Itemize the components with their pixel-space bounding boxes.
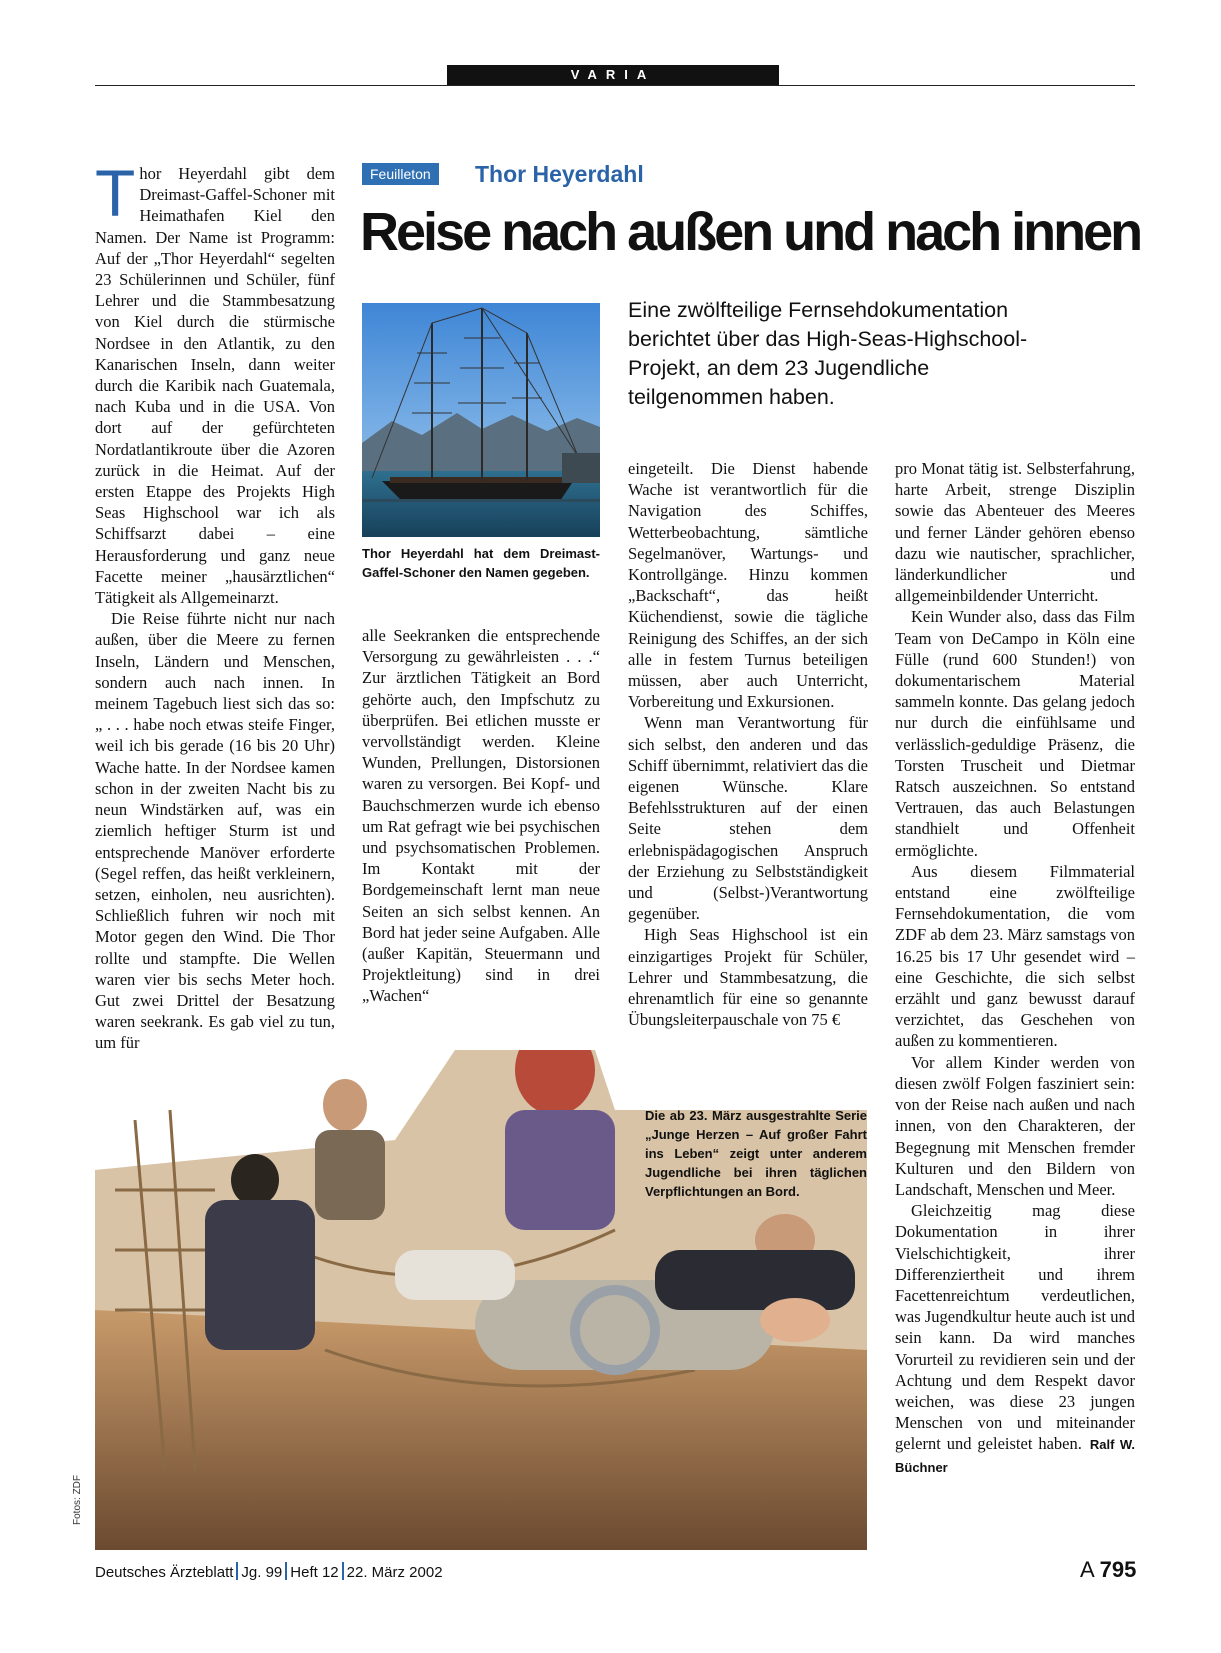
column-3 bbox=[628, 458, 868, 1030]
kicker: Thor Heyerdahl bbox=[475, 161, 644, 187]
ship-photo-caption: Thor Heyerdahl hat dem Dreimast-Gaffel-Schoner den Namen gegeben. bbox=[362, 546, 600, 580]
column-4 bbox=[895, 458, 1135, 1478]
column-2 bbox=[362, 625, 600, 1007]
column-1 bbox=[95, 156, 335, 1054]
drop-cap: T bbox=[95, 156, 136, 230]
paragraph: alle Seekranken die entsprechende Versorgung zu gewährleisten . . .“ Zur ärztlichen Tätigkeit an Bord gehörte auch, den Impfschutz zu überprüfen. Bei etlichen musste er vervollständigt werden. Kleine Wunden, Prellungen, Distorsionen waren zu versorgen. Bei Kopf- und Bauchschmerzen wurde ich ebenso um Rat gefragt wie bei psychischen und psychsomatischen Problemen. Im Kontakt mit der Bordgemeinschaft lernt man neue Seiten an sich selbst kennen. An Bord hat jeder seine Aufgaben. Alle (außer Kapitän, Steuermann und Projektleitung) sind in drei „Wachen“ bbox=[362, 626, 600, 1006]
paragraph: Aus diesem Filmmaterial entstand eine zwölfteilige Fernsehdokumentation, die vom ZDF ab dem 23. März samstags von 16.25 bis 17 Uhr gesendet wird – eine Geschichte, die sich selbst erzählt und ganz bewusst darauf verzichtet, das Geschehen von außen zu kommentieren. bbox=[895, 861, 1135, 1051]
author: Ralf W. Büchner bbox=[895, 1437, 1135, 1475]
volume: Jg. 99 bbox=[241, 1564, 283, 1581]
page-number bbox=[1080, 1557, 1136, 1583]
paragraph-text: hor Heyerdahl gibt dem Dreimast-Gaffel-Schoner mit Heimathafen Kiel den Namen. Der Name ist Programm: Auf der „Thor Heyerdahl“ segelten 23 Schülerinnen und Schüler, fünf Lehrer und die Stammbesatzung von Kiel durch die stürmische Nordsee in den Atlantik, zu den Kanarischen Inseln, dann weiter durch die Karibik nach Guatemala, nach Kuba und in die USA. Von dort auf der gefürchteten Nordatlantikroute über die Azoren zurück in die Heimat. Auf der ersten Etappe des Projekts High Seas Highschool war ich als Schiffsarzt dabei – eine Herausforderung und ganz neue Facette meiner „hausärztlichen“ Tätigkeit als Allgemeinarzt. bbox=[95, 164, 335, 608]
headline: Reise nach außen und nach innen bbox=[360, 202, 1141, 262]
rubric-badge: Feuilleton bbox=[362, 163, 439, 185]
deck: Eine zwölfteilige Fernsehdokumentation berichtet über das High-Seas-Highschool-Projekt, an dem 23 Jugendliche teilgenommen haben. bbox=[628, 298, 1028, 409]
paragraph: Vor allem Kinder werden von diesen zwölf Folgen fasziniert sein: von der Reise nach außen und nach innen, von den Charakteren, der Begegnung mit Menschen fremder Kulturen und den Bildern von Landschaft, Menschen und Meer. bbox=[895, 1052, 1135, 1199]
journal-name: Deutsches Ärzteblatt bbox=[95, 1564, 234, 1581]
paragraph: High Seas Highschool ist ein einzigartiges Projekt für Schüler, Lehrer und Stammbesatzung, die ehrenamtlich für eine so genannte Übungsleiterpauschale von 75 € bbox=[628, 925, 868, 1030]
header-rule bbox=[95, 85, 1135, 86]
paragraph: Kein Wunder also, dass das Film Team von DeCampo in Köln eine Fülle (rund 600 Stunden!) von dokumentarischem Material sammeln konnte. Das gelang jedoch nur durch die einfühlsame und verlässlich-geduldige Präsenz, die Torsten Truscheit und Dietmar Ratsch auszeichnen. So entstand Vertrauen, das auch Belastungen standhielt und Offenheit ermöglichte. bbox=[895, 607, 1135, 860]
page-prefix: A bbox=[1080, 1557, 1094, 1582]
section-label: VARIA bbox=[447, 65, 779, 85]
paragraph bbox=[895, 1200, 1135, 1478]
page-number-value: 795 bbox=[1099, 1557, 1137, 1582]
crew-photo-caption: Die ab 23. März ausgestrahlte Serie „Junge Herzen – Auf großer Fahrt ins Leben“ zeigt unter anderem Jugendliche bei ihren täglichen Verpflichtungen an Bord. bbox=[645, 1108, 867, 1199]
separator bbox=[236, 1562, 238, 1580]
footer bbox=[95, 1562, 443, 1583]
paragraph: Wenn man Verantwortung für sich selbst, den anderen und das Schiff übernimmt, relativiert das die eigenen Wünsche. Klare Befehlsstrukturen auf der einen Seite stehen dem erlebnispädagogischen Anspruch der Erziehung zu Selbstständigkeit und (Selbst-)Verantwortung gegenüber. bbox=[628, 713, 868, 924]
paragraph: eingeteilt. Die Dienst habende Wache ist verantwortlich für die Navigation des Schiffes, Wetterbeobachtung, sämtliche Segelmanöver, Wartungs- und Kontrollgänge. Hinzu kommen „Backschaft“, das heißt Küchendienst, sowie die tägliche Reinigung des Schiffes, an der sich alle in festem Turnus beteiligen müssen, aber auch Unterricht, Vorbereitung und Exkursionen. bbox=[628, 459, 868, 712]
separator bbox=[285, 1562, 287, 1580]
ship-photo bbox=[362, 303, 600, 537]
paragraph: Die Reise führte nicht nur nach außen, über die Meere zu fernen Inseln, Ländern und Menschen, sondern auch nach innen. In meinem Tagebuch liest sich das so: „ . . . habe noch etwas steife Finger, weil ich bis gerade (16 bis 20 Uhr) Wache hatte. In der Nordsee kamen schon in der zweiten Nacht bis zu neun Windstärken auf, was ein ziemlich heftiger Sturm ist und entsprechende Manöver erforderte (Segel reffen, das heißt verkleinern, setzen, einholen, neu ausrichten). Schließlich fuhren wir noch mit Motor gegen den Wind. Die Thor rollte und stampfte. Die Wellen waren vier bis sechs Meter hoch. Gut zwei Drittel der Besatzung waren seekrank. Es gab viel zu tun, um für bbox=[95, 609, 335, 1053]
photo-credit: Fotos: ZDF bbox=[72, 1474, 83, 1525]
issue: Heft 12 bbox=[290, 1564, 339, 1581]
separator bbox=[342, 1562, 344, 1580]
paragraph: pro Monat tätig ist. Selbsterfahrung, harte Arbeit, strenge Disziplin sowie das Abenteuer des Meeres und ferner Länder gehören ebenso dazu wie nautischer, sprachlicher, länderkundlicher und allgemeinbildender Unterricht. bbox=[895, 459, 1135, 606]
paragraph-text: Gleichzeitig mag diese Dokumentation in ihrer Vielschichtigkeit, ihrer Differenziertheit und ihrem Facettenreichtum verdeutlichen, was Jugendkultur heute auch ist und sein kann. Da wird manches Vorurteil zu revidieren sein und der Achtung und dem Respekt davor weichen, was diese 23 jungen Menschen von und miteinander gelernt und geleistet haben. bbox=[895, 1201, 1135, 1454]
paragraph bbox=[95, 156, 335, 608]
issue-date: 22. März 2002 bbox=[346, 1564, 443, 1581]
